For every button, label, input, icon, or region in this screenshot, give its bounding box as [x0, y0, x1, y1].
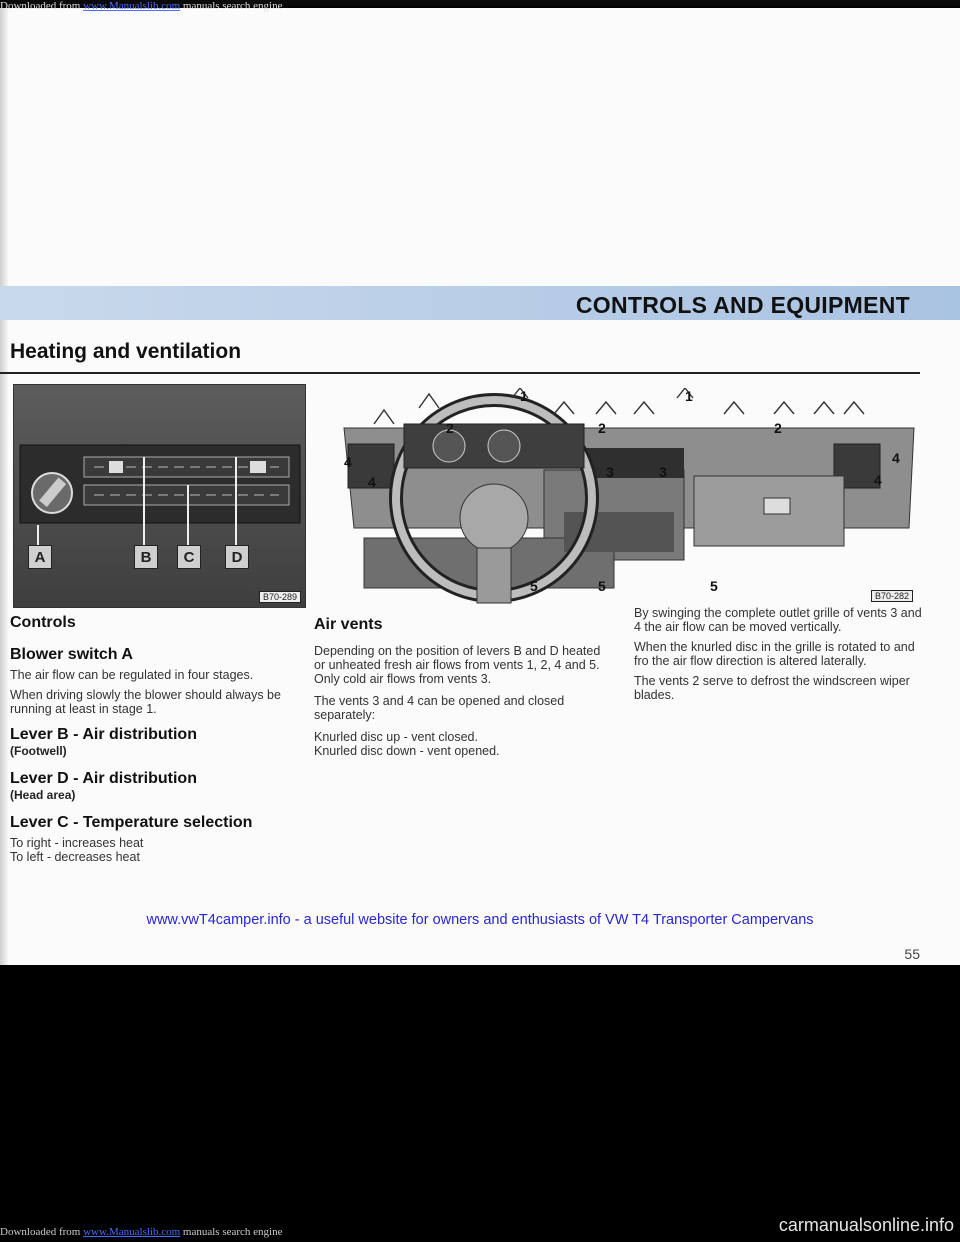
dashboard-vents-figure — [334, 388, 917, 606]
vent-number: 2 — [598, 420, 606, 436]
vent-adjust-text-1: By swinging the complete outlet grille of vents 3 and 4 the air flow can be moved vertically. — [634, 606, 922, 634]
air-vents-column — [314, 616, 614, 758]
vent-number: 4 — [874, 472, 882, 488]
vent-number: 5 — [710, 578, 718, 594]
page-number: 55 — [904, 946, 920, 962]
heater-panel-illustration — [14, 385, 305, 607]
vent-adjust-text-2: When the knurled disc in the grille is rotated to and fro the air flow direction is altered laterally. — [634, 640, 915, 668]
vent-number: 4 — [344, 454, 352, 470]
vent-number: 4 — [368, 474, 376, 490]
lever-b-heading: Lever B - Air distribution — [10, 726, 197, 743]
air-vents-text-5: Knurled disc down - vent opened. — [314, 744, 500, 758]
vent-number: 3 — [659, 464, 667, 480]
lever-d-sub: (Head area) — [10, 788, 76, 802]
lever-d-heading: Lever D - Air distribution — [10, 770, 197, 787]
label-b: B — [134, 545, 158, 569]
vent-adjust-text-3: The vents 2 serve to defrost the windscreen wiper blades. — [634, 674, 910, 702]
blower-heading: Blower switch A — [10, 646, 133, 663]
vent-number: 4 — [892, 450, 900, 466]
manual-page — [0, 8, 960, 965]
figure2-tag: B70-282 — [871, 590, 913, 602]
page-heading: Heating and ventilation — [10, 340, 242, 363]
lever-b-sub: (Footwell) — [10, 744, 67, 758]
watermark: carmanualsonline.info — [778, 1215, 954, 1235]
vent-adjustment-column — [634, 606, 924, 702]
air-vents-text-4: Knurled disc up - vent closed. — [314, 730, 478, 744]
section-title: CONTROLS AND EQUIPMENT — [575, 292, 910, 318]
dashboard-illustration — [334, 388, 917, 606]
label-a: A — [28, 545, 52, 569]
vent-number: 2 — [446, 420, 454, 436]
lever-c-text-1: To right - increases heat — [10, 836, 144, 850]
blower-text-2: When driving slowly the blower should always be running at least in stage 1. — [10, 688, 281, 716]
heater-controls-figure — [13, 384, 306, 608]
vent-number: 1 — [685, 388, 693, 404]
vent-number: 2 — [774, 420, 782, 436]
air-vents-text-3: The vents 3 and 4 can be opened and closed separately: — [314, 694, 565, 722]
lever-c-text-2: To left - decreases heat — [10, 850, 140, 864]
download-suffix: manuals search engine — [182, 0, 283, 12]
manualslib-link[interactable]: www.Manualslib.com — [83, 0, 181, 12]
download-banner-bottom — [0, 1226, 282, 1238]
download-prefix: Downloaded from — [0, 0, 81, 12]
download-banner-top — [0, 0, 282, 12]
blower-text-1: The air flow can be regulated in four stages. — [10, 668, 254, 682]
air-vents-heading: Air vents — [314, 616, 383, 633]
air-vents-text-2: Only cold air flows from vents 3. — [314, 672, 492, 686]
download-suffix: manuals search engine — [182, 1226, 283, 1238]
vent-number: 1 — [520, 388, 528, 404]
lever-c-heading: Lever C - Temperature selection — [10, 814, 253, 831]
footer-note: www.vwT4camper.info - a useful website for owners and enthusiasts of VW T4 Transporter Campervans — [146, 912, 814, 928]
label-c: C — [177, 545, 201, 569]
controls-column — [10, 614, 300, 864]
manualslib-link[interactable]: www.Manualslib.com — [83, 1226, 181, 1238]
vent-number: 5 — [530, 578, 538, 594]
figure1-tag: B70-289 — [259, 591, 301, 603]
heading-rule — [0, 372, 920, 374]
vent-number: 5 — [598, 578, 606, 594]
vent-number: 3 — [606, 464, 614, 480]
page-binding-edge — [0, 8, 8, 965]
air-vents-text-1: Depending on the position of levers B and D heated or unheated fresh air flows from vents 1, 2, 4 and 5. — [314, 644, 601, 672]
controls-heading: Controls — [10, 614, 76, 631]
label-d: D — [225, 545, 249, 569]
download-prefix: Downloaded from — [0, 1226, 81, 1238]
